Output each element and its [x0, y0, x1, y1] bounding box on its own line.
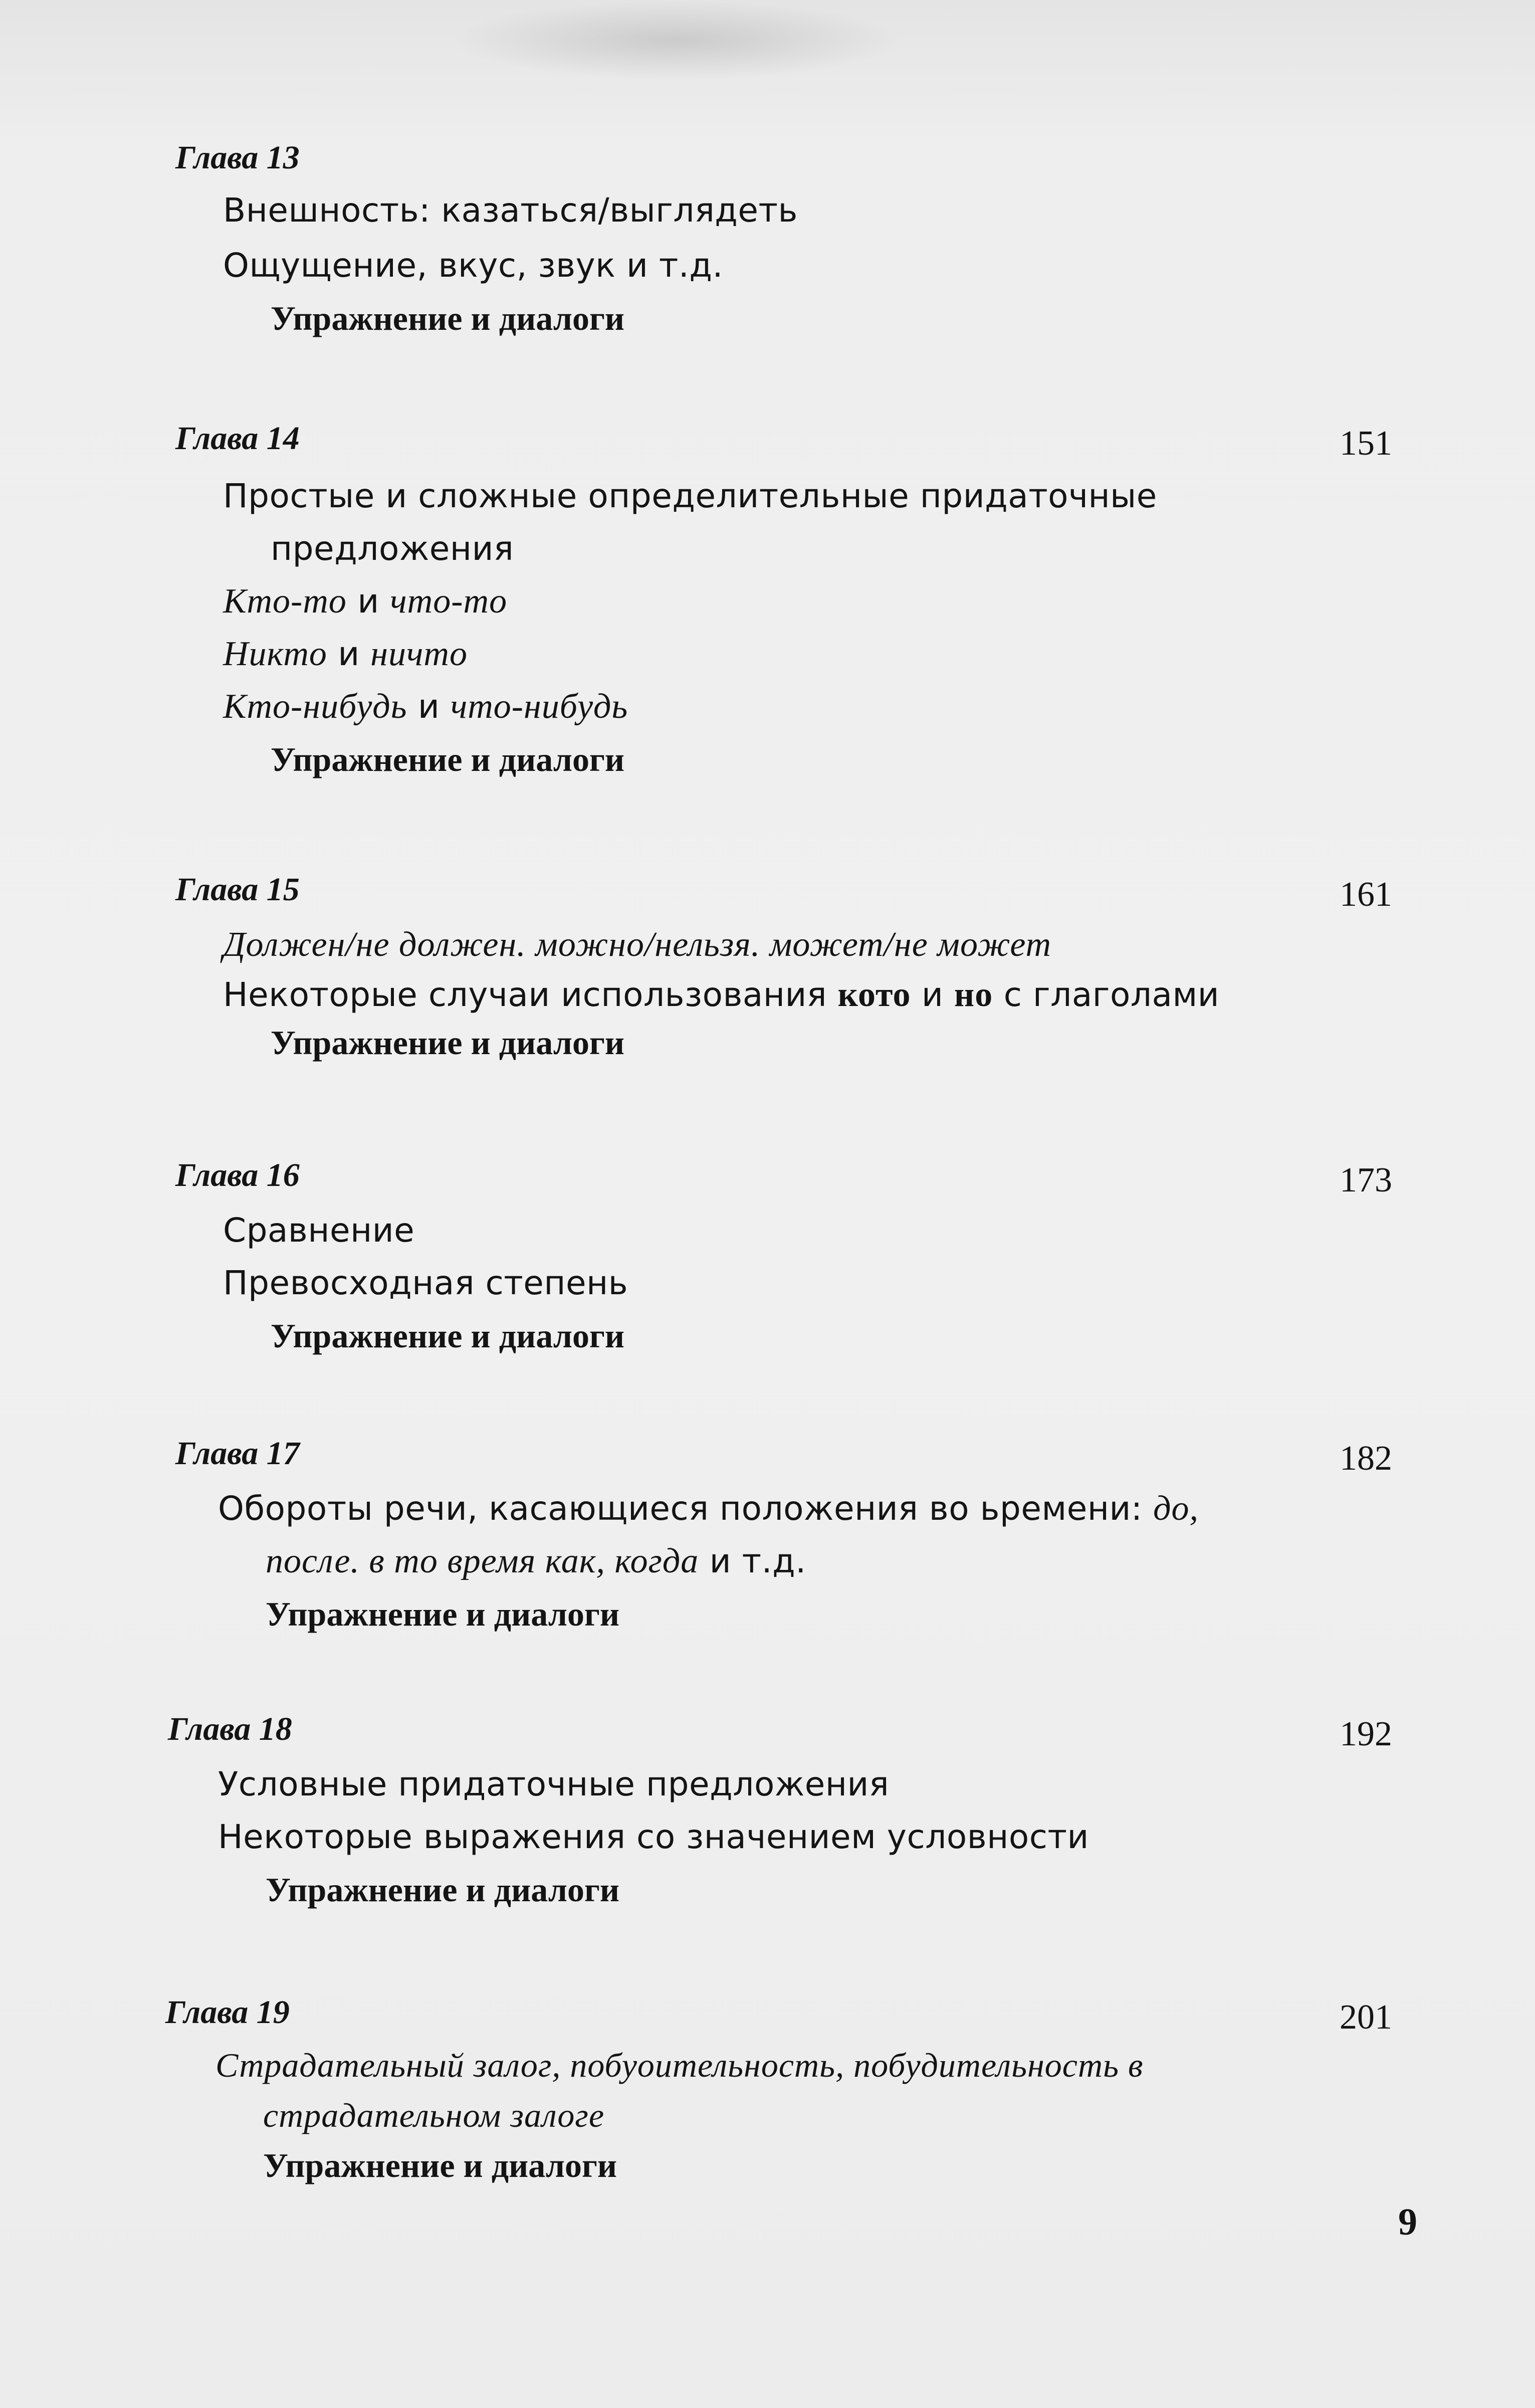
chapter-page-number: 192 [1340, 1715, 1392, 1753]
topic-text: и т.д. [699, 1542, 806, 1580]
chapter-page-number: 182 [1340, 1439, 1392, 1478]
chapter-title: Глава 14 [175, 420, 300, 457]
topic-italic: ничто [370, 635, 468, 673]
topic-conj: и [407, 687, 451, 726]
topic-italic: Кто-нибудь [223, 687, 407, 726]
topic-line: Превосходная степень [223, 1264, 628, 1302]
topic-italic: до, [1153, 1489, 1199, 1528]
topic-line: Ощущение, вкус, звук и т.д. [223, 246, 723, 285]
scan-shadow [451, 0, 902, 80]
topic-text: Обороты речи, касающиеся положения во ьремени: [218, 1489, 1154, 1528]
exercise-line: Упражнение и диалоги [271, 1024, 625, 1062]
exercise-line: Упражнение и диалоги [271, 740, 625, 778]
topic-italic: что-нибудь [450, 687, 628, 726]
topic-line: страдательном залоге [263, 2096, 605, 2134]
page-number: 9 [1398, 2201, 1417, 2243]
chapter-title: Глава 13 [175, 139, 300, 176]
exercise-line: Упражнение и диалоги [266, 1871, 620, 1909]
topic-conj: и [346, 582, 390, 621]
topic-line: Условные придаточные предложения [218, 1765, 890, 1803]
topic-bold: но [954, 975, 993, 1014]
topic-line: Должен/не должен. можно/нельзя. может/не может [223, 925, 1052, 964]
topic-bold: кото [837, 975, 911, 1014]
chapter-title: Глава 17 [175, 1435, 300, 1472]
topic-text: с глаголами [993, 975, 1220, 1014]
topic-italic: Кто-то [223, 582, 347, 621]
chapter-page-number: 173 [1340, 1161, 1392, 1199]
exercise-line: Упражнение и диалоги [266, 1595, 620, 1633]
chapter-title: Глава 18 [168, 1711, 292, 1747]
topic-line: Страдательный залог, побуоительность, побудительность в [215, 2046, 1144, 2084]
chapter-title: Глава 15 [175, 871, 300, 908]
chapter-page-number: 161 [1340, 875, 1392, 914]
topic-text: и [911, 975, 954, 1014]
topic-line [223, 684, 628, 729]
exercise-line: Упражнение и диалоги [271, 299, 625, 337]
topic-line [218, 1486, 1199, 1531]
chapter-title: Глава 16 [175, 1157, 300, 1193]
topic-text: Некоторые случаи использования [223, 975, 838, 1014]
topic-italic: после. в то время как, когда [266, 1542, 699, 1580]
chapter-page-number: 151 [1340, 424, 1392, 463]
topic-line: Простые и сложные определительные придаточные [223, 477, 1157, 515]
topic-line [223, 579, 507, 624]
chapter-page-number: 201 [1340, 1998, 1392, 2037]
topic-conj: и [327, 635, 371, 673]
chapter-title: Глава 19 [165, 1994, 290, 2031]
topic-italic: что-то [390, 582, 508, 621]
topic-line: предложения [271, 529, 514, 568]
exercise-line: Упражнение и диалоги [271, 1317, 625, 1355]
topic-line: Сравнение [223, 1211, 415, 1250]
topic-line [223, 972, 1219, 1018]
exercise-line: Упражнение и диалоги [263, 2146, 617, 2184]
topic-line [223, 632, 468, 677]
topic-line: Внешность: казаться/выглядеть [223, 191, 798, 230]
topic-italic: Никто [223, 635, 327, 673]
topic-line [266, 1539, 806, 1584]
topic-line: Некоторые выражения со значением условности [218, 1818, 1089, 1856]
